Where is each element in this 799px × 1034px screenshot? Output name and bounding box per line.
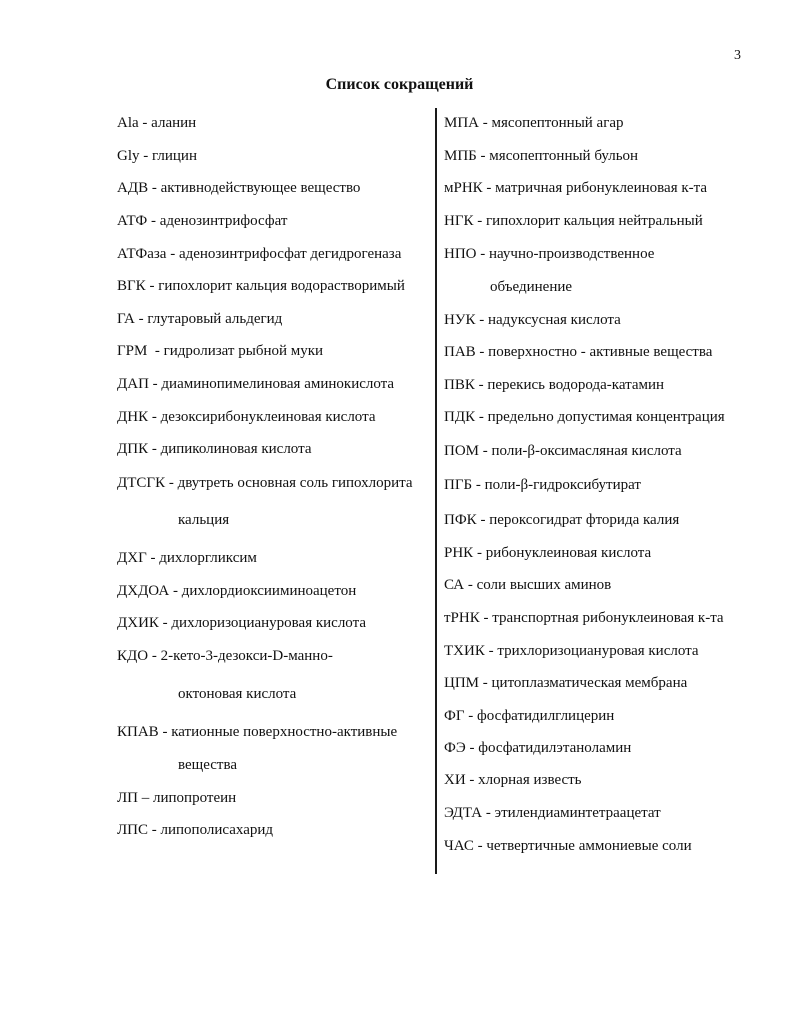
abbreviation-entry	[444, 707, 614, 725]
abbreviation-definition: четвертичные аммониевые соли	[486, 838, 692, 854]
abbreviation-definition: предельно допустимая концентрация	[487, 409, 725, 425]
abbreviation-entry	[117, 582, 356, 600]
abbreviation-definition: поли-β-гидроксибутират	[484, 477, 641, 493]
abbreviation-definition: аланин	[151, 115, 197, 131]
abbreviation-term: АДВ	[117, 180, 149, 196]
abbreviation-entry	[444, 245, 654, 263]
abbreviation-definition: 2-кето-3-дезокси-D-манно-	[160, 648, 333, 664]
abbreviation-entry	[444, 771, 582, 789]
abbreviation-entry	[117, 789, 236, 807]
abbreviation-entry	[444, 343, 712, 361]
abbreviation-term: ХИ	[444, 772, 466, 788]
abbreviation-definition: гидролизат рыбной муки	[163, 343, 324, 359]
abbreviation-term: Gly	[117, 148, 140, 164]
abbreviation-entry	[444, 674, 687, 692]
abbreviation-term: РНК	[444, 545, 474, 561]
abbreviation-term: мРНК	[444, 180, 483, 196]
abbreviation-separator: -	[473, 838, 487, 854]
abbreviation-definition: дезоксирибонуклеиновая кислота	[160, 409, 376, 425]
abbreviation-definition: этилендиаминтетраацетат	[494, 805, 661, 821]
abbreviation-entry	[117, 212, 287, 230]
abbreviation-entry	[444, 511, 679, 529]
abbreviation-term: ДПК	[117, 441, 149, 457]
abbreviation-term: Ala	[117, 115, 139, 131]
abbreviation-term: ДХГ	[117, 550, 147, 566]
page-number: 3	[734, 48, 741, 63]
abbreviation-term: ЧАС	[444, 838, 474, 854]
abbreviation-term: ТХИК	[444, 643, 485, 659]
abbreviation-definition: катионные поверхностно-активные	[171, 724, 398, 740]
abbreviation-term: СА	[444, 577, 465, 593]
abbreviation-separator: -	[158, 615, 172, 631]
abbreviation-entry	[444, 376, 664, 394]
abbreviation-definition: липопротеин	[153, 790, 237, 806]
column-divider	[435, 108, 437, 874]
abbreviation-separator: -	[473, 545, 486, 561]
abbreviation-separator: -	[482, 805, 495, 821]
abbreviation-entry	[444, 837, 692, 855]
abbreviation-separator: -	[169, 583, 182, 599]
abbreviation-term: МПБ	[444, 148, 477, 164]
abbreviation-definition: дихлоргликсим	[159, 550, 257, 566]
abbreviation-entry	[117, 723, 397, 741]
abbreviation-definition: дихлоризоциануровая кислота	[171, 615, 367, 631]
abbreviation-separator: -	[148, 822, 161, 838]
abbreviation-entry	[444, 408, 725, 426]
abbreviation-separator: -	[148, 180, 161, 196]
abbreviation-separator: -	[475, 312, 488, 328]
abbreviation-separator: -	[473, 213, 487, 229]
abbreviation-separator: -	[472, 477, 485, 493]
abbreviation-entry	[117, 375, 394, 393]
abbreviation-term: КДО	[117, 648, 149, 664]
abbreviation-term: ГА	[117, 311, 135, 327]
abbreviation-separator: -	[475, 409, 488, 425]
abbreviation-definition: гипохлорит кальция водорастворимый	[158, 278, 405, 294]
abbreviation-entry	[444, 311, 621, 329]
abbreviation-term: ЦПМ	[444, 675, 480, 691]
abbreviation-definition: фосфатидилэтаноламин	[478, 740, 632, 756]
abbreviation-term: ДТСГК	[117, 475, 166, 491]
abbreviation-term: ФЭ	[444, 740, 466, 756]
abbreviation-definition: аденозинтрифосфат дегидрогеназа	[178, 246, 402, 262]
abbreviation-definition: глутаровый альдегид	[147, 311, 283, 327]
abbreviation-definition: поверхностно - активные вещества	[488, 344, 713, 360]
abbreviation-entry	[117, 408, 376, 426]
abbreviation-term: ДХИК	[117, 615, 159, 631]
abbreviation-term: ПГБ	[444, 477, 473, 493]
abbreviation-definition: липополисахарид	[160, 822, 274, 838]
abbreviation-separator: -	[146, 550, 160, 566]
abbreviation-separator: –	[138, 790, 154, 806]
abbreviation-term: ДНК	[117, 409, 149, 425]
abbreviation-term: МПА	[444, 115, 480, 131]
abbreviation-definition: соли высших аминов	[476, 577, 612, 593]
abbreviation-entry	[117, 474, 413, 492]
abbreviation-definition: трихлоризоциануровая кислота	[497, 643, 699, 659]
abbreviation-definition: матричная рибонуклеиновая к-та	[495, 180, 708, 196]
abbreviation-term: ЭДТА	[444, 805, 483, 821]
abbreviation-definition: научно-производственное	[489, 246, 655, 262]
abbreviation-term: ПДК	[444, 409, 476, 425]
abbreviation-separator: -	[484, 643, 498, 659]
abbreviation-term: ПАВ	[444, 344, 476, 360]
abbreviation-entry	[444, 442, 682, 460]
abbreviation-term: тРНК	[444, 610, 480, 626]
abbreviation-separator: -	[475, 344, 489, 360]
abbreviation-entry	[117, 245, 401, 263]
abbreviation-definition-continuation: вещества	[178, 757, 237, 773]
abbreviation-separator: -	[166, 246, 179, 262]
abbreviation-entry	[444, 147, 638, 165]
abbreviation-separator: -	[479, 675, 492, 691]
abbreviation-term: ВГК	[117, 278, 146, 294]
abbreviation-separator: -	[465, 740, 479, 756]
abbreviation-separator: -	[145, 278, 159, 294]
abbreviation-term: ЛПС	[117, 822, 149, 838]
abbreviation-entry	[117, 114, 196, 132]
abbreviation-entry	[444, 576, 611, 594]
abbreviation-entry	[117, 342, 323, 360]
abbreviation-separator: -	[479, 443, 492, 459]
abbreviation-separator: -	[134, 311, 148, 327]
abbreviation-definition: фосфатидилглицерин	[477, 708, 615, 724]
abbreviation-entry	[444, 179, 707, 197]
abbreviation-term: НУК	[444, 312, 476, 328]
abbreviation-definition: перекись водорода-катамин	[487, 377, 665, 393]
abbreviation-separator: -	[465, 772, 479, 788]
abbreviation-separator: -	[476, 246, 489, 262]
abbreviation-separator: -	[138, 115, 152, 131]
abbreviation-term: ЛП	[117, 790, 139, 806]
abbreviation-separator: -	[148, 441, 161, 457]
abbreviation-term: ПОМ	[444, 443, 480, 459]
abbreviation-definition: активнодействующее вещество	[160, 180, 361, 196]
abbreviation-definition: рибонуклеиновая кислота	[485, 545, 652, 561]
abbreviation-definition: надуксусная кислота	[487, 312, 621, 328]
abbreviation-entry	[444, 476, 641, 494]
abbreviation-entry	[444, 212, 703, 230]
abbreviation-separator: -	[476, 512, 490, 528]
abbreviation-entry	[117, 147, 197, 165]
abbreviation-separator: -	[474, 377, 488, 393]
abbreviation-separator: -	[476, 148, 490, 164]
abbreviation-definition: дихлордиоксииминоацетон	[181, 583, 357, 599]
abbreviation-entry	[117, 614, 366, 632]
abbreviation-entry	[117, 647, 333, 665]
abbreviation-term: АТФаза	[117, 246, 167, 262]
abbreviation-separator: -	[479, 115, 492, 131]
abbreviation-term: НГК	[444, 213, 474, 229]
abbreviation-term: ФГ	[444, 708, 465, 724]
abbreviation-entry	[444, 114, 624, 132]
abbreviation-term: ПВК	[444, 377, 475, 393]
abbreviation-definition: глицин	[152, 148, 197, 164]
abbreviation-separator: -	[464, 577, 477, 593]
abbreviation-definition-continuation: кальция	[178, 512, 230, 528]
abbreviation-definition: мясопептонный бульон	[489, 148, 639, 164]
abbreviation-term: ГРМ	[117, 343, 148, 359]
abbreviation-term: АТФ	[117, 213, 148, 229]
abbreviation-separator: -	[148, 376, 162, 392]
abbreviation-separator: -	[464, 708, 478, 724]
abbreviation-entry	[444, 544, 651, 562]
abbreviation-term: ДХДОА	[117, 583, 170, 599]
abbreviation-entry	[117, 179, 360, 197]
abbreviation-definition-continuation: октоновая кислота	[178, 686, 297, 702]
abbreviation-separator: -	[482, 180, 496, 196]
abbreviation-definition: двутреть основная соль гипохлорита	[177, 475, 413, 491]
page-title: Список сокращений	[325, 76, 474, 93]
abbreviation-separator: -	[158, 724, 172, 740]
abbreviation-term: НПО	[444, 246, 477, 262]
abbreviation-definition: гипохлорит кальция нейтральный	[486, 213, 703, 229]
abbreviation-definition: аденозинтрифосфат	[159, 213, 288, 229]
abbreviation-separator: -	[147, 213, 160, 229]
abbreviation-separator: -	[165, 475, 178, 491]
abbreviation-separator: -	[479, 610, 493, 626]
abbreviation-definition: дипиколиновая кислота	[160, 441, 312, 457]
abbreviation-entry	[444, 609, 724, 627]
abbreviation-definition: хлорная известь	[478, 772, 582, 788]
abbreviation-entry	[117, 440, 312, 458]
abbreviation-definition: цитоплазматическая мембрана	[491, 675, 688, 691]
abbreviation-definition-continuation: объединение	[490, 279, 573, 295]
abbreviation-entry	[117, 277, 405, 295]
abbreviation-separator: -	[147, 343, 164, 359]
abbreviation-term: КПАВ	[117, 724, 159, 740]
abbreviation-separator: -	[148, 409, 161, 425]
abbreviation-term: ДАП	[117, 376, 149, 392]
abbreviation-entry	[117, 549, 257, 567]
abbreviation-separator: -	[139, 148, 152, 164]
abbreviation-term: ПФК	[444, 512, 477, 528]
abbreviation-entry	[444, 739, 631, 757]
abbreviation-definition: поли-β-оксимасляная кислота	[491, 443, 682, 459]
abbreviation-definition: диаминопимелиновая аминокислота	[161, 376, 395, 392]
abbreviation-entry	[117, 821, 273, 839]
abbreviation-entry	[444, 642, 699, 660]
abbreviation-entry	[117, 310, 282, 328]
abbreviation-definition: транспортная рибонуклеиновая к-та	[492, 610, 724, 626]
abbreviation-separator: -	[148, 648, 161, 664]
abbreviation-definition: мясопептонный агар	[491, 115, 624, 131]
abbreviation-entry	[444, 804, 661, 822]
abbreviation-definition: пероксогидрат фторида калия	[489, 512, 680, 528]
